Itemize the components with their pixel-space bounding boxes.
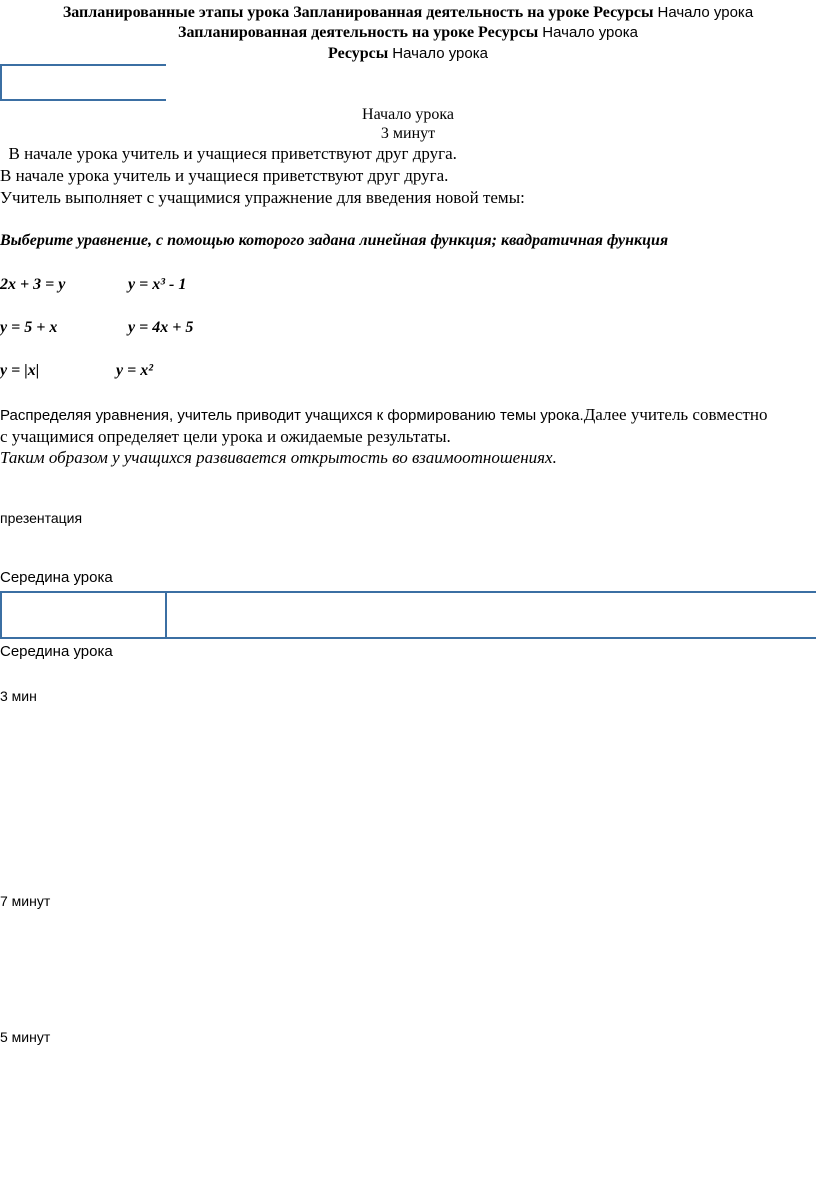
equation-right-1: y = x³ - 1 [128, 276, 187, 293]
duration-3: 5 минут [0, 1029, 51, 1045]
equation-left-1: 2x + 3 = y [0, 276, 66, 293]
table-column-divider [165, 591, 167, 639]
task-text: Выберите уравнение, с помощью которого задана линейная функция; квадратичная функция [0, 232, 669, 249]
table-border-top [0, 64, 166, 66]
distribution-line-1 [0, 405, 768, 425]
greeting-text: В начале урока учитель и учащиеся приветствуют друг друга. [8, 144, 457, 163]
table-border-bottom [0, 99, 166, 101]
header-line-2 [0, 24, 816, 42]
exercise-intro: Учитель выполняет с учащимися упражнение для введения новой темы: [0, 188, 525, 207]
equation-right-2: y = 4x + 5 [128, 319, 194, 336]
equation-right-3: y = x² [116, 362, 154, 379]
distribution-line-2: с учащимися определяет цели урока и ожидаемые результаты. [0, 427, 451, 446]
header-planned-activity: Запланированная деятельность на уроке [178, 24, 475, 41]
middle-label-text: Середина урока [0, 569, 113, 586]
header-start: Начало урока [542, 24, 638, 41]
resource-label: презентация [0, 510, 83, 526]
greeting-line-1 [0, 144, 457, 164]
header-line-3 [0, 45, 816, 63]
table-border-bottom [0, 637, 816, 639]
section-duration: 3 минут [380, 125, 436, 142]
header-planned-activity: Запланированная деятельность на уроке [293, 4, 590, 21]
table-border-left [0, 64, 2, 101]
development-line [0, 448, 557, 468]
header-resources: Ресурсы [478, 24, 539, 41]
middle-label-top [0, 569, 113, 587]
greeting-line-2: В начале урока учитель и учащиеся приветствуют друг друга. [0, 166, 449, 185]
header-resources: Ресурсы [328, 45, 389, 62]
header-start: Начало урока [392, 45, 488, 62]
table-border-left [0, 591, 2, 639]
distribution-text: Распределяя уравнения, учитель приводит учащихся к формированию темы урока. [0, 407, 584, 424]
equation-left-2: y = 5 + x [0, 319, 58, 336]
equation-left-3: y = |x| [0, 362, 40, 379]
duration-1: 3 мин [0, 688, 37, 704]
header-start: Начало урока [657, 4, 754, 21]
section-title: Начало урока [362, 106, 454, 123]
header-resources: Ресурсы [593, 4, 654, 21]
distribution-text-continued: Далее учитель совместно [583, 405, 768, 424]
header-line-1 [0, 4, 816, 22]
header-planned-stages: Запланированные этапы урока [62, 4, 290, 21]
middle-label: Середина урока [0, 643, 113, 660]
table-border-top [0, 591, 816, 593]
development-text: Таким образом у учащихся развивается открытость во взаимоотношениях. [0, 448, 557, 467]
duration-2: 7 минут [0, 893, 51, 909]
